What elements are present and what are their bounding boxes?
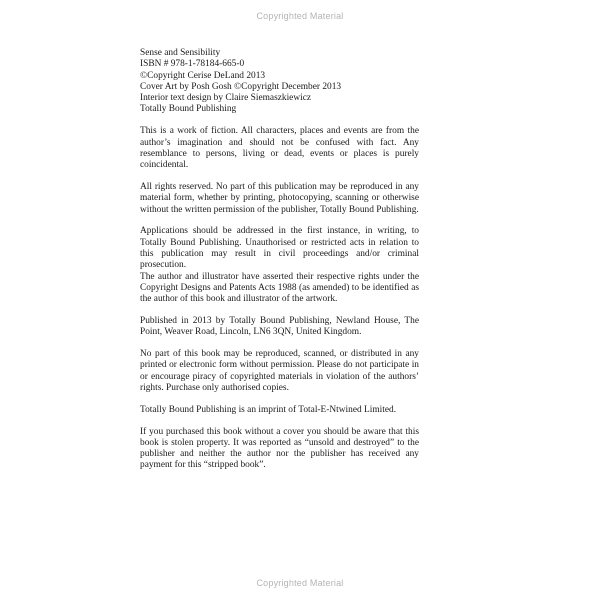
cover-art-credit: Cover Art by Posh Gosh ©Copyright December 2013 [140,81,342,92]
copyright-page [140,48,419,482]
publisher-name: Totally Bound Publishing [140,104,237,115]
isbn: ISBN # 978-1-78184-665-0 [140,59,245,70]
applications-paragraph: Applications should be addressed in the first instance, in writing, to Totally Bound Publishing. Unauthorised or restricted acts in relation to this publication may result in civil proceedings and/or criminal prosecution. [140,226,419,271]
copyright-author: ©Copyright Cerise DeLand 2013 [140,70,266,81]
fiction-disclaimer: This is a work of fiction. All characters, places and events are from the author’s imagination and should not be confused with fact. Any resemblance to persons, living or dead, events or places is purely coincidental. [140,126,419,171]
author-rights-paragraph: The author and illustrator have asserted their respective rights under the Copyright Designs and Patents Acts 1988 (as amended) to be identified as the author of this book and illustrator of the artwork. [140,271,419,305]
piracy-notice: No part of this book may be reproduced, scanned, or distributed in any printed or electronic form without permission. Please do not participate in or encourage piracy of copyrighted materials in violation of the authors’ rights. Purchase only authorised copies. [140,349,419,393]
applications-block [140,226,419,305]
copyright-watermark-top: Copyrighted Material [256,11,344,21]
book-title: Sense and Sensibility [140,48,221,58]
imprint-notice: Totally Bound Publishing is an imprint of Total-E-Ntwined Limited. [140,404,397,415]
interior-design-credit: Interior text design by Claire Siemaszkiewicz [140,93,312,104]
rights-reserved: All rights reserved. No part of this publication may be reproduced in any material form, whether by printing, photocopying, scanning or otherwise without the written permission of the publisher, Totally Bound Publishing. [140,181,419,215]
publication-info: Published in 2013 by Totally Bound Publishing, Newland House, The Point, Weaver Road, Lincoln, LN6 3QN, United Kingdom. [140,315,419,338]
stripped-book-notice: If you purchased this book without a cover you should be aware that this book is stolen property. It was reported as “unsold and destroyed” to the publisher and neither the author nor the publisher has received any payment for this “stripped book”. [140,426,419,471]
copyright-watermark-bottom: Copyrighted Material [256,578,344,588]
book-info-block [140,48,419,116]
